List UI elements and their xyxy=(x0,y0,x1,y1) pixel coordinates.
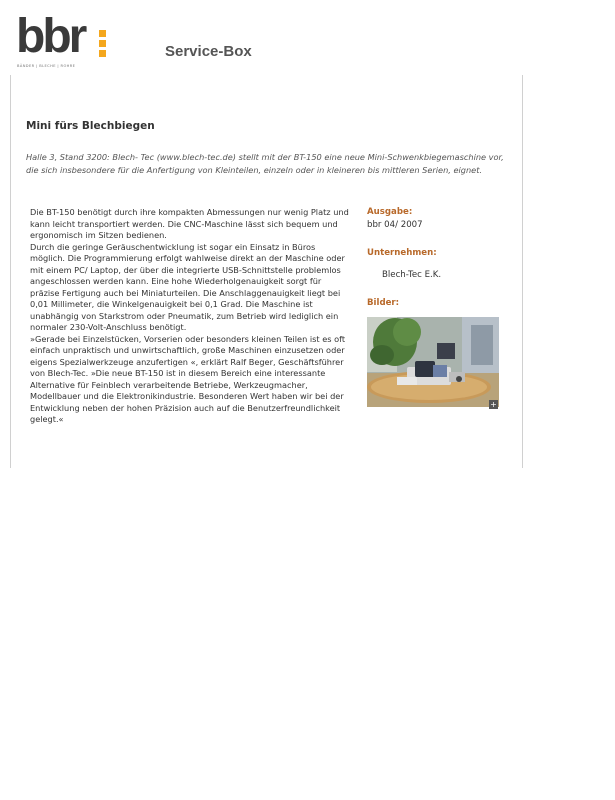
article-intro: Halle 3, Stand 3200: Blech- Tec (www.blech-tec.de) stellt mit der BT-150 eine neue Mini-Schwenkbiegemaschine vor, die sich insbesondere für die Anfertigung von Kleinteilen, einzeln oder in kleineren bis mittleren Serien, eignet. xyxy=(26,152,504,176)
images-label: Bilder: xyxy=(367,298,400,308)
logo-text: bbr xyxy=(16,10,85,63)
issue-value: bbr 04/ 2007 xyxy=(367,220,423,230)
logo-tagline: BÄNDER | BLECHE | ROHRE xyxy=(17,64,76,68)
article-body xyxy=(30,207,352,426)
article-paragraph: Durch die geringe Geräuschentwicklung ist sogar ein Einsatz in Büros möglich. Die Programmierung erfolgt wahlweise direkt an der Maschine oder mit einem PC/ Laptop, der über die integrierte USB-Schnittstelle problemlos angeschlossen werden kann. Eine hohe Wiederholgenauigkeit sorgt für präzise Fertigung auch bei Miniaturteilen. Die Anschlaggenauigkeit liegt bei 0,01 Millimeter, die Winkelgenauigkeit bei 0,1 Grad. Die Maschine ist unabhängig von Starkstrom oder Pneumatik, zum Betrieb wird lediglich ein normaler 230-Volt-Anschluss benötigt. xyxy=(30,241,345,332)
article-paragraph: Die BT-150 benötigt durch ihre kompakten Abmessungen nur wenig Platz und kann leicht transportiert werden. Die CNC-Maschine lässt sich bequem und ergonomisch im Sitzen bedienen. xyxy=(30,207,349,240)
page-title: Service-Box xyxy=(165,43,252,60)
article-title: Mini fürs Blechbiegen xyxy=(26,120,155,132)
machine-photo[interactable] xyxy=(367,317,499,407)
company-label: Unternehmen: xyxy=(367,248,437,258)
logo-squares-icon xyxy=(99,30,108,60)
machine-photo-image xyxy=(367,317,499,407)
bbr-logo[interactable] xyxy=(16,10,111,72)
company-value: Blech-Tec E.K. xyxy=(382,270,442,280)
enlarge-icon[interactable]: + xyxy=(490,400,497,409)
article-paragraph: »Gerade bei Einzelstücken, Vorserien oder besonders kleinen Teilen ist es oft einfach unpraktisch und unwirtschaftlich, große Maschinen einzusetzen oder eigens Spezialwerkzeuge anzufertigen «, erklärt Ralf Beger, Geschäftsführer von Blech-Tec. »Die neue BT-150 ist in diesem Bereich eine interessante Alternative für Feinblech verarbeitende Betriebe, Werkzeugmacher, Modellbauer und die Elektronikindustrie. Besonderen Wert haben wir bei der Entwicklung neben der hohen Präzision auch auf die Benutzerfreundlichkeit gelegt.« xyxy=(30,333,346,424)
issue-label: Ausgabe: xyxy=(367,207,413,217)
